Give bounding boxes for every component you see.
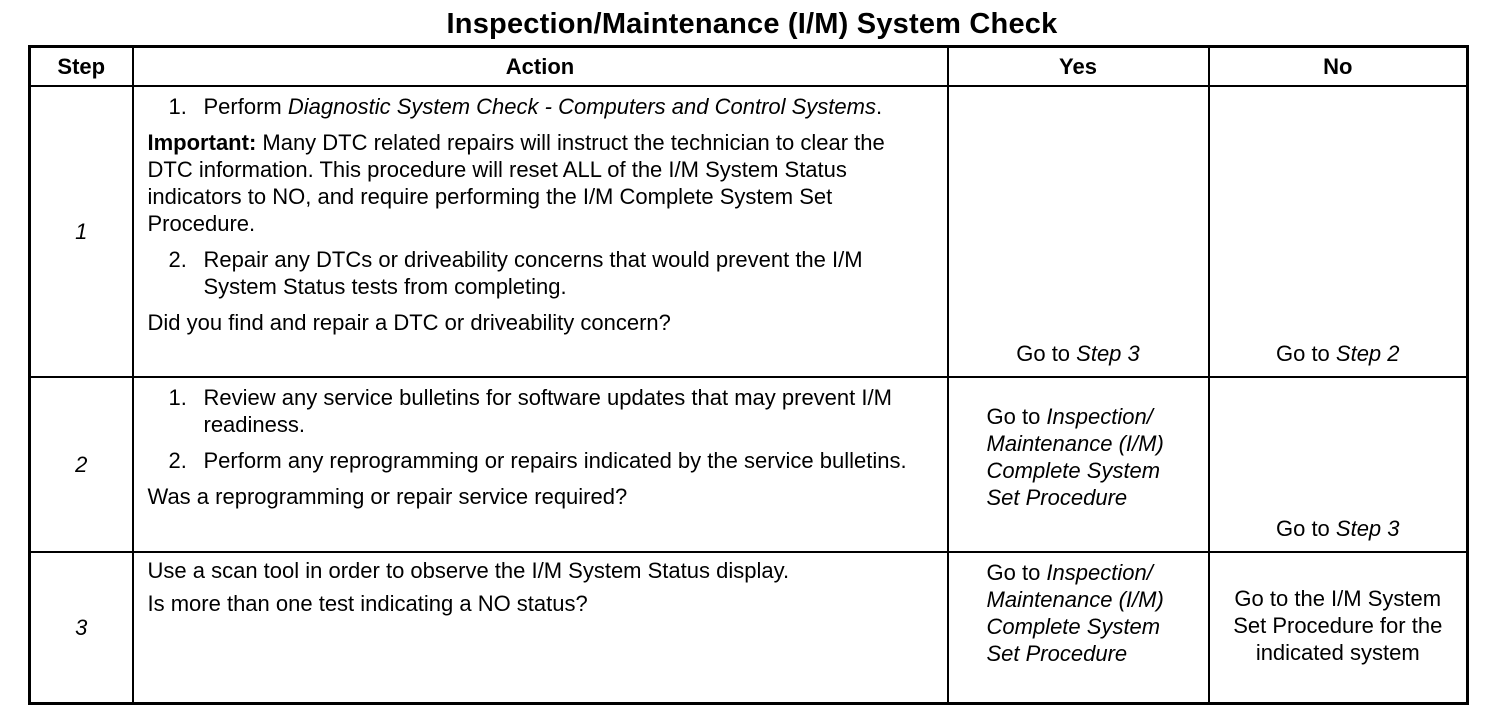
link-separator: - xyxy=(538,94,559,119)
procedure-link[interactable]: Inspection/ Maintenance (I/M) Complete System Set Procedure xyxy=(986,404,1164,510)
item-text: Review any service bulletins for software updates that may prevent I/M readiness. xyxy=(203,385,892,437)
item-text: Perform any reprogramming or repairs indicated by the service bulletins. xyxy=(203,448,907,473)
step-link[interactable]: Step 3 xyxy=(1335,516,1400,541)
question: Was a reprogramming or repair service required? xyxy=(147,484,628,509)
goto-prefix: Go to xyxy=(986,560,1047,585)
no-result xyxy=(1210,515,1467,542)
table-row xyxy=(30,377,1468,552)
table-row xyxy=(30,86,1468,377)
goto-prefix: Go to xyxy=(1275,516,1336,541)
item-number: 1. xyxy=(168,385,187,410)
system-check-table xyxy=(28,45,1469,705)
item-text: Perform xyxy=(203,94,288,119)
step-number: 3 xyxy=(30,552,133,704)
no-cell xyxy=(1209,552,1468,704)
step-number: 1 xyxy=(30,86,133,377)
question: Is more than one test indicating a NO status? xyxy=(147,591,588,616)
question: Did you find and repair a DTC or driveability concern? xyxy=(147,310,671,335)
yes-result xyxy=(949,340,1208,367)
page-title: Inspection/Maintenance (I/M) System Check xyxy=(446,8,1058,40)
no-cell xyxy=(1209,86,1468,377)
yes-cell xyxy=(948,552,1209,704)
procedure-link[interactable]: Inspection/ Maintenance (I/M) Complete System Set Procedure xyxy=(986,560,1164,666)
item-number: 1. xyxy=(168,94,187,119)
yes-result xyxy=(969,403,1198,511)
important-note xyxy=(148,129,933,237)
yes-cell xyxy=(948,377,1209,552)
item-number: 2. xyxy=(168,448,187,473)
header-action: Action xyxy=(133,47,948,87)
action-cell xyxy=(133,377,948,552)
important-label: Important: xyxy=(147,130,257,155)
no-result xyxy=(1210,340,1467,367)
action-cell xyxy=(133,552,948,704)
goto-prefix: Go to xyxy=(1016,341,1077,366)
no-result: Go to the I/M System Set Procedure for the indicated system xyxy=(1233,586,1443,665)
procedure-link[interactable]: Computers and Control Systems xyxy=(558,94,876,119)
item-text: Repair any DTCs or driveability concerns that would prevent the I/M System Status tests from completing. xyxy=(203,247,863,299)
action-item xyxy=(148,93,933,120)
action-item xyxy=(148,447,933,474)
important-text: Many DTC related repairs will instruct the technician to clear the DTC information. This procedure will reset ALL of the I/M System Status indicators to NO, and require performing the I/M Complete System Set Procedure. xyxy=(147,130,885,236)
action-cell xyxy=(133,86,948,377)
step-number: 2 xyxy=(30,377,133,552)
step-link[interactable]: Step 3 xyxy=(1076,341,1140,366)
procedure-link[interactable]: Diagnostic System Check xyxy=(287,94,539,119)
table-row xyxy=(30,552,1468,704)
yes-result xyxy=(969,559,1198,667)
header-step: Step xyxy=(30,47,133,87)
goto-prefix: Go to xyxy=(986,404,1047,429)
item-number: 2. xyxy=(168,247,187,272)
action-item xyxy=(148,384,933,438)
goto-prefix: Go to xyxy=(1275,341,1336,366)
header-yes: Yes xyxy=(948,47,1209,87)
header-row xyxy=(30,47,1468,87)
no-cell xyxy=(1209,377,1468,552)
step-link[interactable]: Step 2 xyxy=(1335,341,1400,366)
action-text: Use a scan tool in order to observe the I/M System Status display. xyxy=(147,558,790,583)
item-text: . xyxy=(875,94,883,119)
header-no: No xyxy=(1209,47,1468,87)
yes-cell xyxy=(948,86,1209,377)
action-item xyxy=(148,246,933,300)
